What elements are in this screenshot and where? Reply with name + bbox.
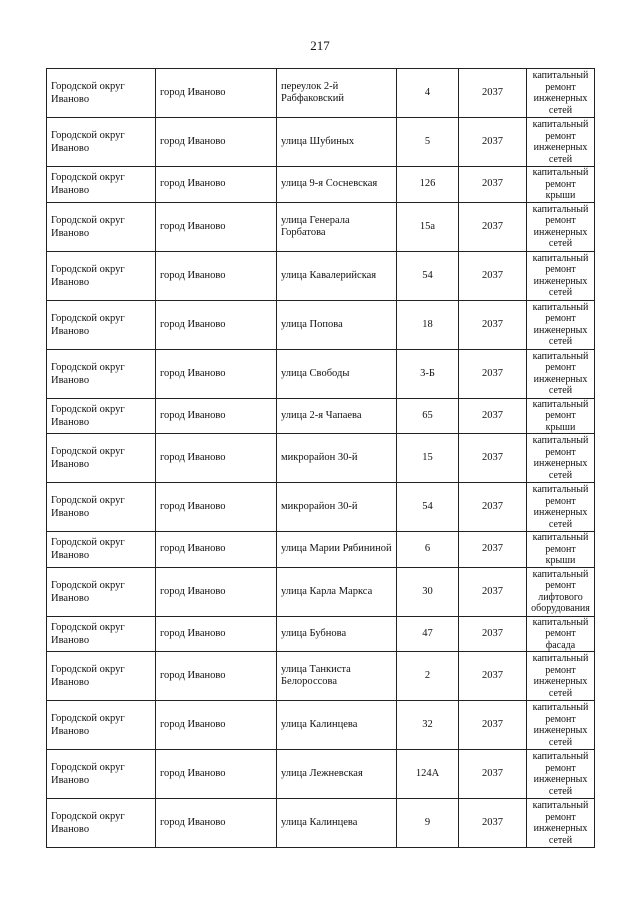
table-row <box>47 483 595 532</box>
year-cell: 2037 <box>459 750 527 799</box>
house-number-cell: 6 <box>397 532 459 568</box>
work-type-cell: капитальный ремонт инженерных сетей <box>527 69 595 118</box>
municipality-cell: Городской округ Иваново <box>47 300 156 349</box>
settlement-cell: город Иваново <box>156 616 277 652</box>
year-cell: 2037 <box>459 652 527 701</box>
settlement-cell: город Иваново <box>156 701 277 750</box>
work-type-cell: капитальный ремонт инженерных сетей <box>527 799 595 848</box>
municipality-cell: Городской округ Иваново <box>47 616 156 652</box>
house-number-cell: 4 <box>397 69 459 118</box>
table-body <box>47 69 595 848</box>
settlement-cell: город Иваново <box>156 567 277 616</box>
street-cell: улица Марии Рябининой <box>277 532 397 568</box>
table-row <box>47 434 595 483</box>
work-type-cell: капитальный ремонт инженерных сетей <box>527 251 595 300</box>
work-type-cell: капитальный ремонт инженерных сетей <box>527 483 595 532</box>
municipality-cell: Городской округ Иваново <box>47 69 156 118</box>
table-row <box>47 167 595 203</box>
settlement-cell: город Иваново <box>156 799 277 848</box>
settlement-cell: город Иваново <box>156 300 277 349</box>
work-type-cell: капитальный ремонт инженерных сетей <box>527 300 595 349</box>
year-cell: 2037 <box>459 69 527 118</box>
settlement-cell: город Иваново <box>156 69 277 118</box>
street-cell: микрорайон 30-й <box>277 434 397 483</box>
table-row <box>47 567 595 616</box>
house-number-cell: 5 <box>397 118 459 167</box>
street-cell: улица Кавалерийская <box>277 251 397 300</box>
house-number-cell: 126 <box>397 167 459 203</box>
settlement-cell: город Иваново <box>156 652 277 701</box>
municipality-cell: Городской округ Иваново <box>47 398 156 434</box>
work-type-cell: капитальный ремонт инженерных сетей <box>527 118 595 167</box>
municipality-cell: Городской округ Иваново <box>47 652 156 701</box>
street-cell: улица 9-я Сосневская <box>277 167 397 203</box>
municipality-cell: Городской округ Иваново <box>47 483 156 532</box>
house-number-cell: 30 <box>397 567 459 616</box>
house-number-cell: 32 <box>397 701 459 750</box>
year-cell: 2037 <box>459 567 527 616</box>
year-cell: 2037 <box>459 167 527 203</box>
year-cell: 2037 <box>459 251 527 300</box>
work-type-cell: капитальный ремонт крыши <box>527 167 595 203</box>
house-number-cell: 18 <box>397 300 459 349</box>
settlement-cell: город Иваново <box>156 251 277 300</box>
street-cell: улица Попова <box>277 300 397 349</box>
work-type-cell: капитальный ремонт инженерных сетей <box>527 652 595 701</box>
house-number-cell: 54 <box>397 483 459 532</box>
house-number-cell: 15 <box>397 434 459 483</box>
municipality-cell: Городской округ Иваново <box>47 202 156 251</box>
municipality-cell: Городской округ Иваново <box>47 118 156 167</box>
street-cell: улица 2-я Чапаева <box>277 398 397 434</box>
municipality-cell: Городской округ Иваново <box>47 567 156 616</box>
year-cell: 2037 <box>459 483 527 532</box>
work-type-cell: капитальный ремонт инженерных сетей <box>527 202 595 251</box>
house-number-cell: 124А <box>397 750 459 799</box>
street-cell: улица Шубиных <box>277 118 397 167</box>
table-row <box>47 202 595 251</box>
work-type-cell: капитальный ремонт фасада <box>527 616 595 652</box>
year-cell: 2037 <box>459 616 527 652</box>
house-number-cell: 65 <box>397 398 459 434</box>
house-number-cell: 54 <box>397 251 459 300</box>
year-cell: 2037 <box>459 532 527 568</box>
street-cell: микрорайон 30-й <box>277 483 397 532</box>
table-row <box>47 652 595 701</box>
year-cell: 2037 <box>459 118 527 167</box>
street-cell: улица Карла Маркса <box>277 567 397 616</box>
table-row <box>47 69 595 118</box>
street-cell: улица Калинцева <box>277 799 397 848</box>
work-type-cell: капитальный ремонт крыши <box>527 398 595 434</box>
year-cell: 2037 <box>459 349 527 398</box>
municipality-cell: Городской округ Иваново <box>47 750 156 799</box>
house-number-cell: 47 <box>397 616 459 652</box>
year-cell: 2037 <box>459 202 527 251</box>
house-number-cell: 9 <box>397 799 459 848</box>
street-cell: переулок 2-й Рабфаковский <box>277 69 397 118</box>
house-number-cell: 3-Б <box>397 349 459 398</box>
table-row <box>47 701 595 750</box>
page-number: 217 <box>310 38 330 53</box>
municipality-cell: Городской округ Иваново <box>47 799 156 848</box>
work-type-cell: капитальный ремонт инженерных сетей <box>527 349 595 398</box>
municipality-cell: Городской округ Иваново <box>47 251 156 300</box>
house-number-cell: 15а <box>397 202 459 251</box>
work-type-cell: капитальный ремонт лифтового оборудования <box>527 567 595 616</box>
street-cell: улица Лежневская <box>277 750 397 799</box>
settlement-cell: город Иваново <box>156 483 277 532</box>
settlement-cell: город Иваново <box>156 532 277 568</box>
work-type-cell: капитальный ремонт инженерных сетей <box>527 750 595 799</box>
year-cell: 2037 <box>459 434 527 483</box>
year-cell: 2037 <box>459 398 527 434</box>
municipality-cell: Городской округ Иваново <box>47 167 156 203</box>
street-cell: улица Танкиста Белороссова <box>277 652 397 701</box>
settlement-cell: город Иваново <box>156 750 277 799</box>
street-cell: улица Бубнова <box>277 616 397 652</box>
work-type-cell: капитальный ремонт инженерных сетей <box>527 701 595 750</box>
municipality-cell: Городской округ Иваново <box>47 434 156 483</box>
repair-schedule-table <box>46 68 595 848</box>
table-row <box>47 349 595 398</box>
settlement-cell: город Иваново <box>156 398 277 434</box>
year-cell: 2037 <box>459 799 527 848</box>
table-row <box>47 398 595 434</box>
work-type-cell: капитальный ремонт крыши <box>527 532 595 568</box>
settlement-cell: город Иваново <box>156 118 277 167</box>
settlement-cell: город Иваново <box>156 434 277 483</box>
table-row <box>47 300 595 349</box>
house-number-cell: 2 <box>397 652 459 701</box>
table-row <box>47 532 595 568</box>
year-cell: 2037 <box>459 300 527 349</box>
street-cell: улица Генерала Горбатова <box>277 202 397 251</box>
table-row <box>47 251 595 300</box>
municipality-cell: Городской округ Иваново <box>47 701 156 750</box>
table-row <box>47 118 595 167</box>
municipality-cell: Городской округ Иваново <box>47 349 156 398</box>
table-row <box>47 616 595 652</box>
settlement-cell: город Иваново <box>156 202 277 251</box>
street-cell: улица Калинцева <box>277 701 397 750</box>
year-cell: 2037 <box>459 701 527 750</box>
settlement-cell: город Иваново <box>156 167 277 203</box>
municipality-cell: Городской округ Иваново <box>47 532 156 568</box>
settlement-cell: город Иваново <box>156 349 277 398</box>
work-type-cell: капитальный ремонт инженерных сетей <box>527 434 595 483</box>
table-row <box>47 750 595 799</box>
street-cell: улица Свободы <box>277 349 397 398</box>
table-row <box>47 799 595 848</box>
